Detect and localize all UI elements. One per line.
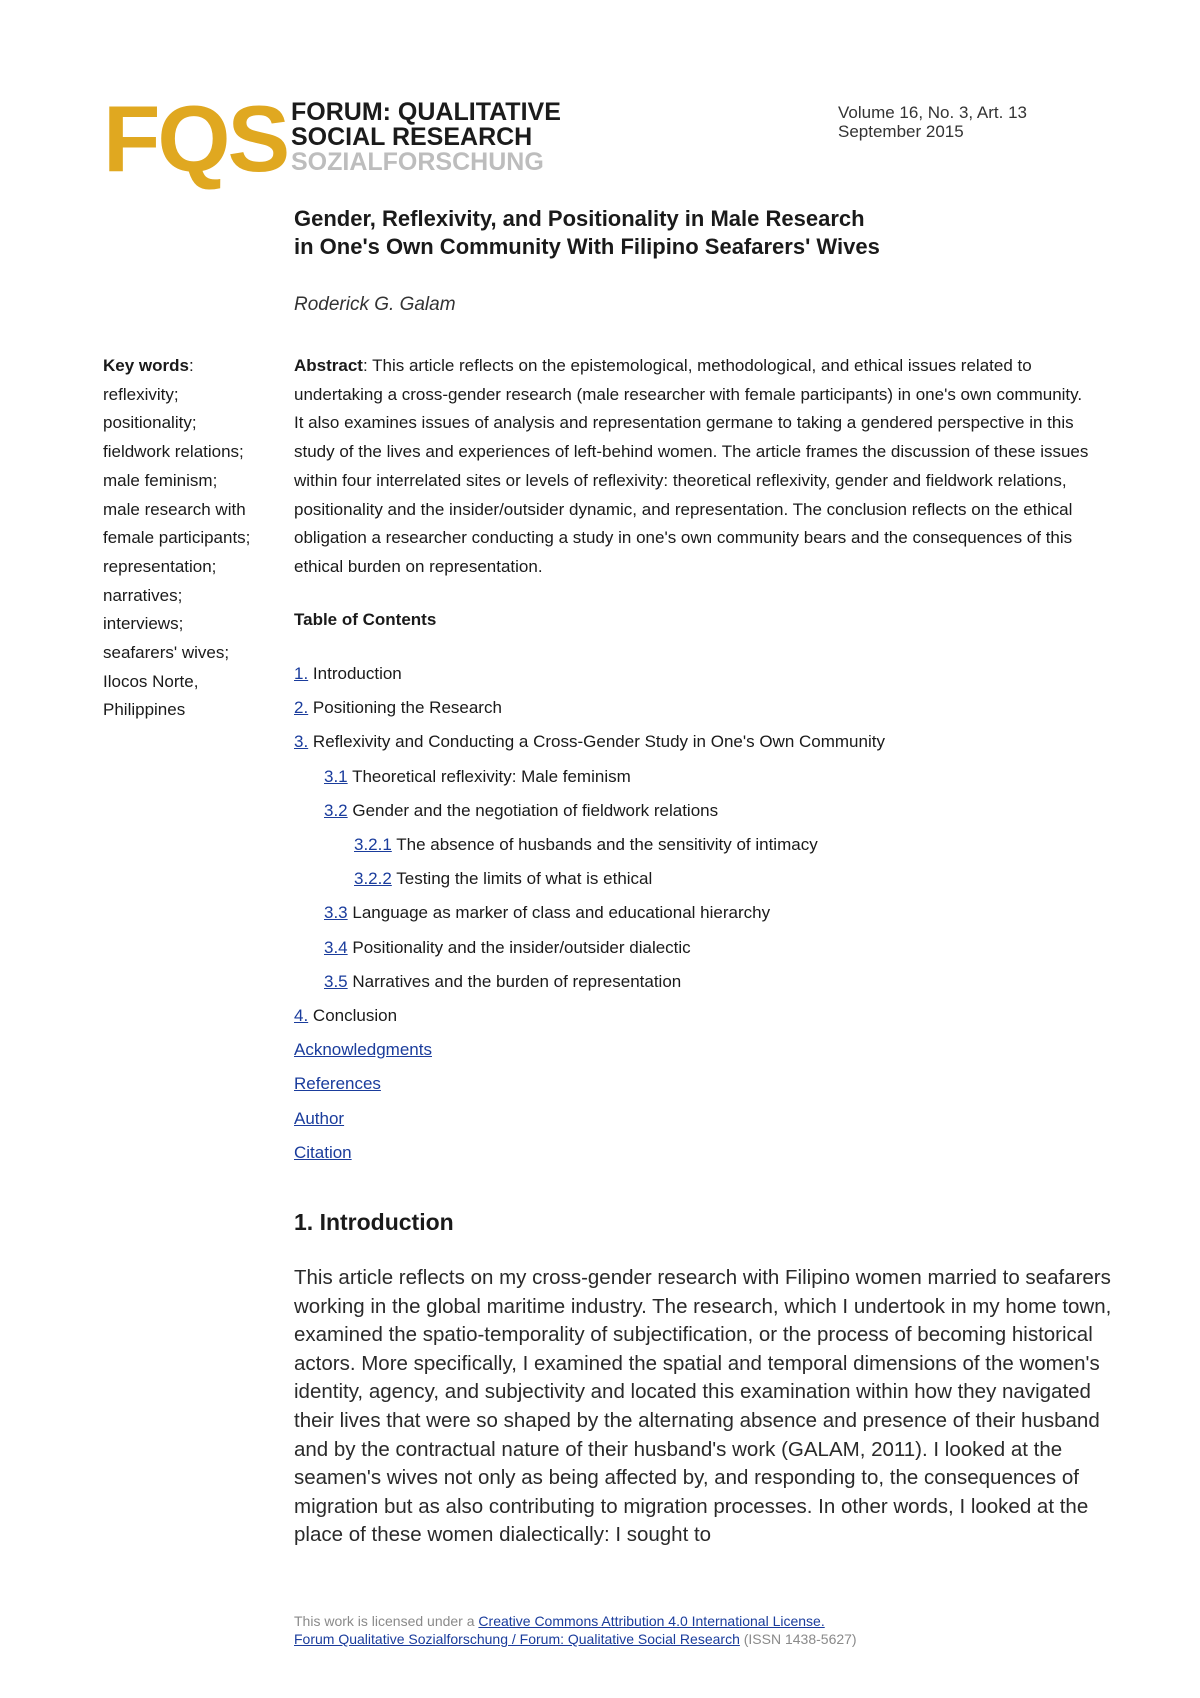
section-heading-introduction: 1. Introduction xyxy=(294,1209,454,1235)
toc-item xyxy=(294,698,502,718)
toc-label: Reflexivity and Conducting a Cross-Gender Study in One's Own Community xyxy=(312,732,885,752)
keyword-item: seafarers' wives; xyxy=(103,643,230,663)
toc-link[interactable]: References xyxy=(294,1074,381,1094)
toc-item xyxy=(294,732,885,752)
issue-info xyxy=(838,103,1027,141)
toc-number-link[interactable]: 3.5 xyxy=(324,971,348,991)
logo-wordmark xyxy=(291,100,561,175)
toc-item xyxy=(324,903,770,923)
issue-volume: Volume 16, No. 3, Art. 13 xyxy=(838,103,1028,122)
toc-label: Gender and the negotiation of fieldwork relations xyxy=(352,800,719,820)
toc-item xyxy=(294,1040,432,1060)
toc-number-link[interactable]: 3.2 xyxy=(324,800,348,820)
toc-item xyxy=(324,801,718,821)
toc-label: Theoretical reflexivity: Male feminism xyxy=(352,766,631,786)
keyword-item: Ilocos Norte, Philippines xyxy=(103,671,199,720)
article-title xyxy=(294,205,1054,261)
toc-item xyxy=(354,869,652,889)
license-link[interactable]: Creative Commons Attribution 4.0 International License. xyxy=(478,1613,825,1629)
keywords-list xyxy=(103,381,273,725)
toc-item xyxy=(294,1143,352,1163)
logo-mark: FQS xyxy=(103,86,288,191)
keyword-item: fieldwork relations; xyxy=(103,442,244,462)
issn: (ISSN 1438-5627) xyxy=(743,1631,857,1647)
article-author: Roderick G. Galam xyxy=(294,294,456,315)
title-line-1: Gender, Reflexivity, and Positionality in Male Research xyxy=(294,206,865,231)
issue-date: September 2015 xyxy=(838,122,964,141)
toc-label: Testing the limits of what is ethical xyxy=(396,869,653,889)
toc-link[interactable]: Citation xyxy=(294,1142,352,1162)
toc-number-link[interactable]: 3.2.2 xyxy=(354,869,392,889)
toc-number-link[interactable]: 4. xyxy=(294,1006,309,1025)
toc-number-link[interactable]: 3.1 xyxy=(324,766,348,786)
keyword-item: male research with female participants; xyxy=(103,499,251,548)
keyword-item: reflexivity; xyxy=(103,384,179,404)
abstract-text: This article reflects on the epistemological, methodological, and ethical issues related to undertaking a cross-gender research (male researcher with female participants) in one's own community. It also examines issues of analysis and representation germane to taking a gendered perspective in this study of the lives and experiences of left-behind women. The article frames the discussion of these issues within four interrelated sites or levels of reflexivity: theoretical reflexivity, gender and fieldwork relations, positionality and the insider/outsider dynamic, and representation. The conclusion reflects on the ethical obligation a researcher conducting a study in one's own community bears and the consequences of this ethical burden on representation. xyxy=(294,356,1089,576)
toc-title: Table of Contents xyxy=(294,610,437,629)
keywords-label: Key words xyxy=(103,356,189,375)
toc-label: Introduction xyxy=(312,664,402,683)
toc-item xyxy=(324,767,631,787)
toc-number-link[interactable]: 2. xyxy=(294,698,309,718)
toc-label: Conclusion xyxy=(312,1006,398,1025)
toc-label: Language as marker of class and educational hierarchy xyxy=(352,903,771,923)
logo-line-forum: FORUM: QUALITATIVE xyxy=(291,98,561,126)
page-footer xyxy=(294,1612,857,1648)
abstract: Abstract: This article reflects on the epistemological, methodological, and ethical issues related to undertaking a cross-gender research (male researcher with female participants) in one's own community. It also examines issues of analysis and representation germane to taking a gendered perspective in this study of the lives and experiences of left-behind women. The article frames the discussion of these issues within four interrelated sites or levels of reflexivity: theoretical reflexivity, gender and fieldwork relations, positionality and the insider/outsider dynamic, and representation. The conclusion reflects on the ethical obligation a researcher conducting a study in one's own community bears and the consequences of this ethical burden on representation. xyxy=(294,356,1089,576)
toc-item xyxy=(294,1109,344,1129)
keyword-item: representation; xyxy=(103,556,217,576)
toc-item xyxy=(294,1006,397,1026)
toc-item xyxy=(294,664,402,684)
toc-label: Narratives and the burden of representation xyxy=(352,971,682,991)
abstract-label: Abstract xyxy=(294,356,363,375)
title-line-2: in One's Own Community With Filipino Seafarers' Wives xyxy=(294,234,880,259)
toc-number-link[interactable]: 1. xyxy=(294,664,309,683)
toc-link[interactable]: Acknowledgments xyxy=(294,1040,432,1060)
toc-label: The absence of husbands and the sensitivity of intimacy xyxy=(396,835,818,854)
toc-number-link[interactable]: 3. xyxy=(294,732,309,752)
toc-item xyxy=(324,938,691,958)
toc-item xyxy=(354,835,818,855)
toc-number-link[interactable]: 3.4 xyxy=(324,937,348,957)
journal-link[interactable]: Forum Qualitative Sozialforschung / Forum: Qualitative Social Research xyxy=(294,1631,740,1647)
keyword-item: positionality; xyxy=(103,413,197,433)
keyword-item: narratives; xyxy=(103,585,183,605)
toc-number-link[interactable]: 3.3 xyxy=(324,903,348,923)
toc-link[interactable]: Author xyxy=(294,1108,345,1128)
license-prefix: This work is licensed under a xyxy=(294,1613,475,1629)
toc-number-link[interactable]: 3.2.1 xyxy=(354,835,392,854)
logo-line-sozialforschung: SOZIALFORSCHUNG xyxy=(291,148,544,176)
introduction-paragraph: This article reflects on my cross-gender research with Filipino women married to seafarers working in the global maritime industry. The research, which I undertook in my home town, examined the spatio-temporality of subjectification, or the process of becoming historical actors. More specifically, I examined the spatial and temporal dimensions of the women's identity, agency, and subjectivity and located this examination within how they navigated their lives that were so shaped by the alternating absence and presence of their husband and by the contractual nature of their husband's work (GALAM, 2011). I looked at the seamen's wives not only as being affected by, and responding to, the consequences of migration but as also contributing to migration processes. In other words, I looked at the place of these women dialectically: I sought to xyxy=(294,1266,1112,1547)
toc-label: Positioning the Research xyxy=(312,698,502,718)
toc-item xyxy=(324,972,681,992)
toc-item xyxy=(294,1074,381,1094)
keyword-item: male feminism; xyxy=(103,470,218,490)
logo-line-social-research: SOCIAL RESEARCH xyxy=(291,123,533,151)
toc-label: Positionality and the insider/outsider dialectic xyxy=(352,937,691,957)
keywords-sidebar: Key words: reflexivity; positionality; fieldwork relations; male feminism; male research with female participants; representation; narratives; interviews; seafarers' wives; Ilocos Norte, Philippines xyxy=(103,352,273,725)
keyword-item: interviews; xyxy=(103,614,184,634)
